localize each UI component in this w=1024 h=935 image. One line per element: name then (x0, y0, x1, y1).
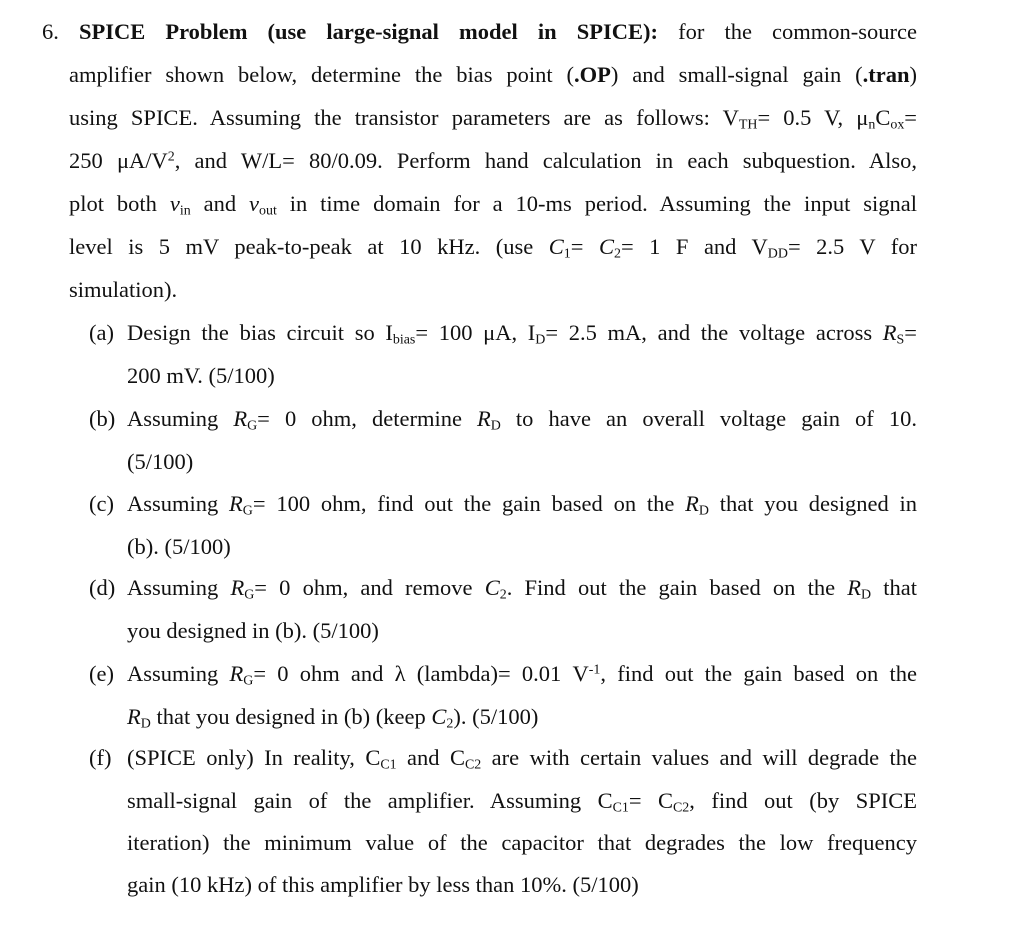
sub-c-line-2: (b). (5/100) (127, 534, 231, 559)
intro-line-7: simulation). (69, 277, 178, 302)
sub-d-line-1: Assuming $R_G= 0$ ohm, and remove $C_2$. Find out the gain based on the $R_D$ that (127, 575, 917, 603)
sub-e-line-2: $R_D$ that you designed in (b) (keep $C_2$). (5/100) (127, 704, 539, 732)
sub-a-line-1: Design the bias circuit so $I_{bias}= 100$ μA, $I_D= 2.5$ mA, and the voltage across $R_S=$ (127, 320, 917, 348)
sub-b-label: (b) (89, 406, 116, 431)
sub-f-line-3: iteration) the minimum value of the capacitor that degrades the low frequency (127, 830, 917, 855)
sub-f-line-2: small-signal gain of the amplifier. Assuming $C_{C1}= C_{C2}$, find out (by SPICE (127, 788, 917, 816)
sub-b-line-1: Assuming $R_G= 0$ ohm, determine $R_D$ to have an overall voltage gain of 10. (127, 406, 917, 434)
intro-line-5: plot both $v_{in}$ and $v_{out}$ in time domain for a 10-ms period. Assuming the input signal (69, 191, 917, 219)
sub-a-line-2: 200 mV. (5/100) (127, 363, 275, 388)
sub-c-label: (c) (89, 491, 114, 516)
sub-e-line-1: Assuming $R_G= 0$ ohm and λ (lambda)= 0.01 $V^{-1}$, find out the gain based on the (127, 661, 917, 689)
intro-line-2: amplifier shown below, determine the bias point (.OP) and small-signal gain (.tran) (69, 62, 917, 87)
sub-e-label: (e) (89, 661, 114, 686)
sub-c-line-1: Assuming $R_G= 100$ ohm, find out the gain based on the $R_D$ that you designed in (127, 491, 917, 519)
problem-title: SPICE Problem (use large-signal model in SPICE): (78, 19, 658, 44)
intro-line-6: level is 5 mV peak-to-peak at 10 kHz. (use $C_1= C_2= 1$ F and $V_{DD}= 2.5$ V for (69, 234, 917, 262)
intro-line-3: using SPICE. Assuming the transistor parameters are as follows: $V_{TH}= 0.5$ V, $\mu_nC_{ox}=$ (69, 105, 917, 133)
sub-b-line-2: (5/100) (127, 449, 194, 474)
sub-d-line-2: you designed in (b). (5/100) (127, 618, 379, 643)
sub-f-line-1: (SPICE only) In reality, $C_{C1}$ and $C_{C2}$ are with certain values and will degrade the (127, 745, 918, 773)
problem-number: 6. (42, 19, 59, 44)
sub-a-label: (a) (89, 320, 114, 345)
sub-d-label: (d) (89, 575, 116, 600)
sub-f-label: (f) (89, 745, 112, 770)
intro-line-1: 6. SPICE Problem (use large-signal model in SPICE): for the common-source (42, 19, 917, 44)
sub-f-line-4: gain (10 kHz) of this amplifier by less than 10%. (5/100) (127, 872, 639, 897)
intro-line-4: 250 $\mu A/V^2$, and W/L= 80/0.09. Perform hand calculation in each subquestion. Also, (69, 148, 917, 173)
